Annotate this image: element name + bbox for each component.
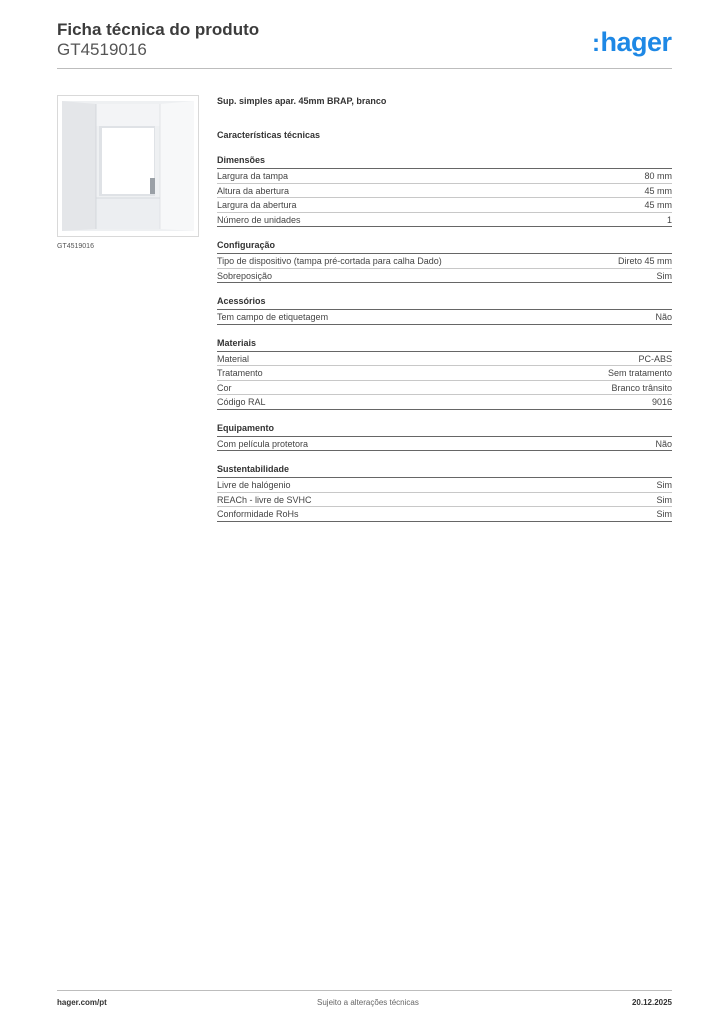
footer-notice: Sujeito a alterações técnicas xyxy=(317,998,419,1007)
spec-row xyxy=(217,478,672,493)
spec-value: Sim xyxy=(656,480,672,490)
spec-value: 9016 xyxy=(651,397,672,407)
spec-label: Tratamento xyxy=(217,368,263,378)
spec-label: Número de unidades xyxy=(217,214,301,225)
spec-value: PC-ABS xyxy=(638,353,672,364)
spec-section xyxy=(217,464,672,522)
spec-label: Largura da tampa xyxy=(217,171,289,181)
spec-label: Altura da abertura xyxy=(217,185,290,196)
spec-row xyxy=(217,254,672,269)
spec-row xyxy=(217,395,672,410)
footer-date: 20.12.2025 xyxy=(631,998,672,1007)
spec-section xyxy=(217,338,672,410)
spec-label: Sobreposição xyxy=(217,270,273,281)
logo-dots-icon: : xyxy=(592,30,600,57)
spec-label: Material xyxy=(217,353,250,364)
footer-website: hager.com/pt xyxy=(57,998,107,1007)
spec-label: REACh - livre de SVHC xyxy=(217,494,312,505)
spec-value: 45 mm xyxy=(644,185,672,196)
product-code: GT4519016 xyxy=(57,40,147,59)
logo-text: hager xyxy=(600,27,672,57)
spec-value: Sim xyxy=(656,270,672,281)
section-title: Sustentabilidade xyxy=(217,464,672,478)
spec-label: Com película protetora xyxy=(217,438,309,449)
product-image xyxy=(57,95,199,237)
section-title: Equipamento xyxy=(217,423,672,437)
spec-value: 45 mm xyxy=(644,200,672,210)
spec-row xyxy=(217,507,672,522)
spec-row xyxy=(217,198,672,213)
spec-row xyxy=(217,184,672,199)
spec-value: 1 xyxy=(666,214,672,225)
spec-row xyxy=(217,493,672,508)
spec-row xyxy=(217,352,672,367)
spec-label: Livre de halógenio xyxy=(217,480,291,490)
spec-label: Conformidade RoHs xyxy=(217,509,299,519)
spec-row xyxy=(217,213,672,228)
spec-value: Não xyxy=(655,312,672,322)
spec-row xyxy=(217,381,672,396)
spec-sections xyxy=(217,155,672,522)
spec-label: Tipo de dispositivo (tampa pré-cortada para calha Dado) xyxy=(217,256,442,266)
spec-section xyxy=(217,155,672,227)
page-title: Ficha técnica do produto xyxy=(57,20,260,39)
spec-label: Cor xyxy=(217,382,232,393)
spec-section xyxy=(217,296,672,325)
spec-label: Largura da abertura xyxy=(217,200,297,210)
spec-content xyxy=(217,95,672,522)
spec-row xyxy=(217,437,672,452)
spec-row xyxy=(217,310,672,325)
spec-value: Branco trânsito xyxy=(611,382,672,393)
spec-value: Sem tratamento xyxy=(607,368,672,378)
spec-section xyxy=(217,423,672,452)
image-caption: GT4519016 xyxy=(57,243,94,250)
section-title: Materiais xyxy=(217,338,672,352)
spec-value: Sim xyxy=(656,494,672,505)
spec-label: Código RAL xyxy=(217,397,266,407)
section-title: Configuração xyxy=(217,240,672,254)
spec-label: Tem campo de etiquetagem xyxy=(217,312,329,322)
footer-divider xyxy=(57,990,672,991)
spec-row xyxy=(217,269,672,284)
spec-value: Sim xyxy=(656,509,672,519)
section-title: Acessórios xyxy=(217,296,672,310)
spec-section xyxy=(217,240,672,283)
product-description: Sup. simples apar. 45mm BRAP, branco xyxy=(217,96,387,106)
section-title: Dimensões xyxy=(217,155,672,169)
hager-logo xyxy=(592,26,672,60)
spec-value: Direto 45 mm xyxy=(617,256,672,266)
frame-cover-icon xyxy=(58,96,198,236)
spec-value: 80 mm xyxy=(644,171,672,181)
tech-characteristics-title: Características técnicas xyxy=(217,130,321,140)
header-divider xyxy=(57,68,672,69)
spec-row xyxy=(217,366,672,381)
spec-value: Não xyxy=(655,438,672,449)
spec-row xyxy=(217,169,672,184)
